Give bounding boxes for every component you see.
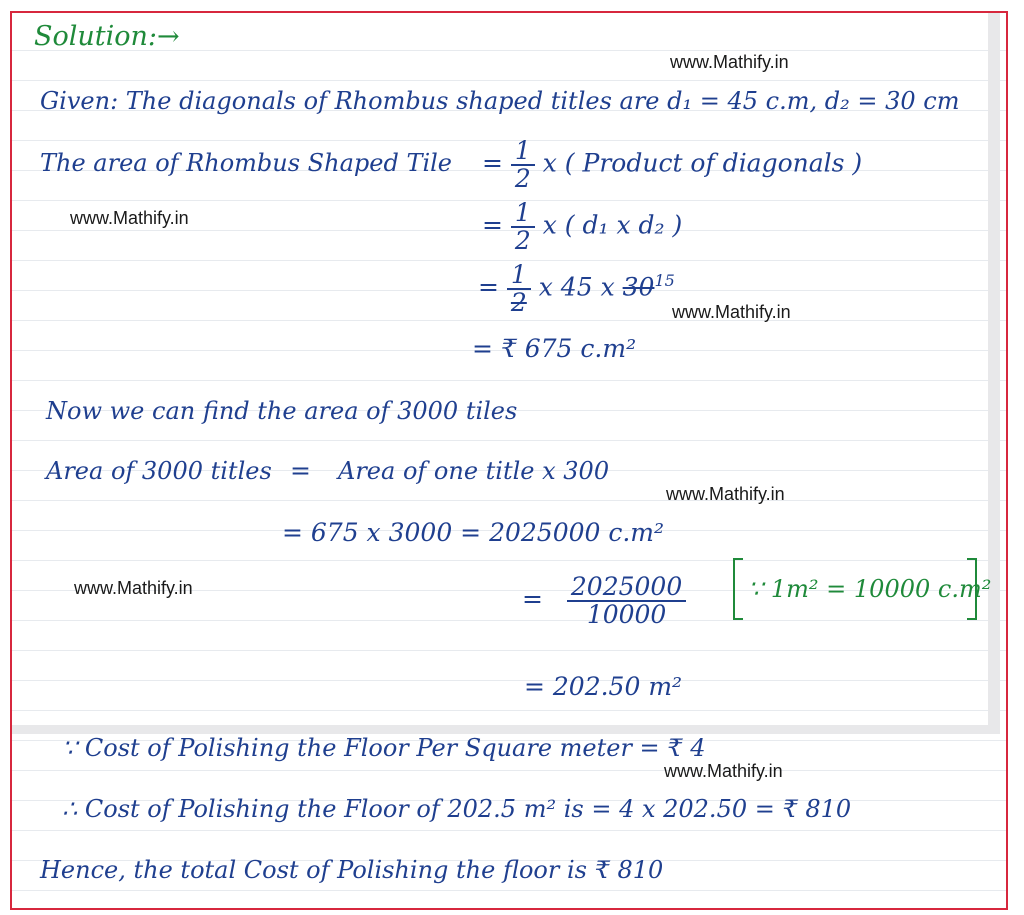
- step-3-struck: 30: [622, 272, 655, 302]
- now-text: Now we can find the area of 3000 tiles: [46, 397, 518, 425]
- step-3: [478, 262, 675, 316]
- step-2-rest: x ( d₁ x d₂ ): [542, 210, 683, 240]
- calc-2-fraction: [567, 574, 686, 628]
- solution-heading: Solution:→: [34, 21, 180, 52]
- calc-2: [522, 574, 686, 628]
- step-3-fraction: [507, 262, 531, 316]
- cost-line-2: ∴ Cost of Polishing the Floor of 202.5 m² is = 4 x 202.50 = ₹ 810: [62, 795, 852, 823]
- page-edge-right: [988, 13, 1000, 725]
- calc-1: = 675 x 3000 = 2025000 c.m²: [282, 518, 665, 547]
- step-3-rest: x 45 x: [538, 272, 615, 302]
- step-1-rest: x ( Product of diagonals ): [542, 148, 863, 178]
- watermark-6: www.Mathify.in: [664, 761, 783, 781]
- step-2: [482, 200, 682, 254]
- step-3-den: 2: [510, 288, 527, 317]
- step-2-eq: =: [482, 210, 503, 240]
- step-4: = ₹ 675 c.m²: [472, 334, 637, 363]
- calc-2-num: 2025000: [567, 574, 686, 602]
- area-label: The area of Rhombus Shaped Tile: [40, 149, 453, 177]
- step-1-eq: =: [482, 148, 503, 178]
- bracket-note: ∵ 1m² = 10000 c.m²: [748, 575, 992, 603]
- area-3000-rhs: Area of one title x 300: [338, 457, 610, 485]
- calc-2-den: 10000: [586, 600, 667, 629]
- step-3-eq: =: [478, 272, 499, 302]
- step-1-den: 2: [514, 164, 531, 193]
- watermark-4: www.Mathify.in: [666, 484, 785, 504]
- step-2-den: 2: [514, 226, 531, 255]
- watermark-5: www.Mathify.in: [74, 578, 193, 598]
- step-1-fraction: [511, 138, 535, 192]
- watermark-3: www.Mathify.in: [672, 302, 791, 322]
- step-3-sup: 15: [654, 271, 675, 291]
- cost-line-1: ∵ Cost of Polishing the Floor Per Square meter = ₹ 4: [62, 734, 706, 762]
- step-2-num: 1: [511, 200, 535, 228]
- step-1: [482, 138, 862, 192]
- watermark-2: www.Mathify.in: [70, 208, 189, 228]
- given-line: Given: The diagonals of Rhombus shaped titles are d₁ = 45 c.m, d₂ = 30 cm: [40, 87, 960, 115]
- calc-3: = 202.50 m²: [524, 672, 683, 701]
- watermark-1: www.Mathify.in: [670, 52, 789, 72]
- hence-line: Hence, the total Cost of Polishing the floor is ₹ 810: [40, 856, 664, 884]
- step-3-num: 1: [507, 262, 531, 290]
- area-3000-eq: =: [290, 456, 311, 485]
- step-1-num: 1: [511, 138, 535, 166]
- calc-2-eq: =: [522, 584, 543, 614]
- area-3000-label: Area of 3000 titles: [46, 457, 272, 485]
- step-2-fraction: [511, 200, 535, 254]
